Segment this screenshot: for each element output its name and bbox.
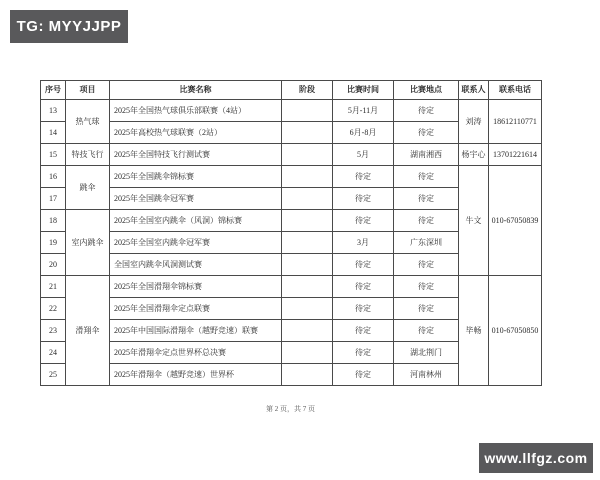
cell-project: 热气球: [66, 100, 110, 144]
cell-stage: [282, 254, 333, 276]
cell-contact: 牛文: [459, 166, 489, 276]
cell-no: 17: [41, 188, 66, 210]
cell-time: 待定: [333, 364, 394, 386]
cell-location: 待定: [394, 276, 459, 298]
column-header-time: 比赛时间: [333, 81, 394, 100]
cell-time: 待定: [333, 276, 394, 298]
cell-no: 18: [41, 210, 66, 232]
cell-no: 16: [41, 166, 66, 188]
cell-stage: [282, 232, 333, 254]
cell-stage: [282, 298, 333, 320]
cell-time: 6月-8月: [333, 122, 394, 144]
cell-location: 待定: [394, 166, 459, 188]
column-header-name: 比赛名称: [110, 81, 282, 100]
cell-location: 湖南湘西: [394, 144, 459, 166]
column-header-project: 项目: [66, 81, 110, 100]
cell-stage: [282, 100, 333, 122]
cell-project: 跳伞: [66, 166, 110, 210]
cell-location: 广东深圳: [394, 232, 459, 254]
telegram-watermark-badge: TG: MYYJJPP: [10, 10, 128, 43]
cell-no: 22: [41, 298, 66, 320]
cell-location: 待定: [394, 188, 459, 210]
cell-phone: 010-67050850: [489, 276, 542, 386]
cell-location: 待定: [394, 100, 459, 122]
cell-time: 待定: [333, 166, 394, 188]
cell-no: 15: [41, 144, 66, 166]
cell-time: 3月: [333, 232, 394, 254]
cell-no: 13: [41, 100, 66, 122]
cell-name: 2025年全国室内跳伞冠军赛: [110, 232, 282, 254]
cell-name: 2025年高校热气球联赛（2站）: [110, 122, 282, 144]
cell-name: 2025年滑翔伞（越野竞速）世界杯: [110, 364, 282, 386]
competition-schedule-table: [40, 80, 542, 386]
cell-no: 20: [41, 254, 66, 276]
cell-contact: 刘涛: [459, 100, 489, 144]
cell-location: 待定: [394, 254, 459, 276]
cell-location: 河南林州: [394, 364, 459, 386]
cell-name: 2025年全国滑翔伞定点联赛: [110, 298, 282, 320]
cell-time: 待定: [333, 298, 394, 320]
cell-time: 5月: [333, 144, 394, 166]
cell-stage: [282, 276, 333, 298]
cell-time: 待定: [333, 254, 394, 276]
cell-name: 2025年滑翔伞定点世界杯总决赛: [110, 342, 282, 364]
cell-location: 湖北荆门: [394, 342, 459, 364]
column-header-stage: 阶段: [282, 81, 333, 100]
cell-no: 14: [41, 122, 66, 144]
cell-location: 待定: [394, 298, 459, 320]
cell-stage: [282, 166, 333, 188]
table-row: [41, 166, 542, 188]
cell-stage: [282, 188, 333, 210]
table-row: [41, 100, 542, 122]
cell-name: 2025年全国滑翔伞锦标赛: [110, 276, 282, 298]
column-header-contact: 联系人: [459, 81, 489, 100]
cell-project: 特技飞行: [66, 144, 110, 166]
cell-no: 21: [41, 276, 66, 298]
cell-location: 待定: [394, 210, 459, 232]
cell-stage: [282, 122, 333, 144]
cell-stage: [282, 342, 333, 364]
cell-contact: 毕畅: [459, 276, 489, 386]
cell-no: 19: [41, 232, 66, 254]
cell-time: 5月-11月: [333, 100, 394, 122]
cell-name: 全国室内跳伞风洞测试赛: [110, 254, 282, 276]
cell-stage: [282, 320, 333, 342]
cell-name: 2025年中国国际滑翔伞（越野竞速）联赛: [110, 320, 282, 342]
table-header-row: [41, 81, 542, 100]
column-header-location: 比赛地点: [394, 81, 459, 100]
page-number-text: 第 2 页，共 7 页: [266, 405, 315, 413]
website-watermark-badge: www.llfgz.com: [479, 443, 593, 473]
cell-time: 待定: [333, 320, 394, 342]
cell-name: 2025年全国热气球俱乐部联赛（4站）: [110, 100, 282, 122]
cell-time: 待定: [333, 342, 394, 364]
cell-name: 2025年全国特技飞行测试赛: [110, 144, 282, 166]
column-header-no: 序号: [41, 81, 66, 100]
cell-time: 待定: [333, 210, 394, 232]
cell-contact: 杨宇心: [459, 144, 489, 166]
cell-stage: [282, 210, 333, 232]
cell-no: 25: [41, 364, 66, 386]
cell-project: 滑翔伞: [66, 276, 110, 386]
cell-phone: 18612110771: [489, 100, 542, 144]
cell-stage: [282, 144, 333, 166]
cell-name: 2025年全国室内跳伞（风洞）锦标赛: [110, 210, 282, 232]
column-header-phone: 联系电话: [489, 81, 542, 100]
cell-time: 待定: [333, 188, 394, 210]
cell-location: 待定: [394, 320, 459, 342]
table-row: [41, 144, 542, 166]
cell-no: 24: [41, 342, 66, 364]
cell-phone: 13701221614: [489, 144, 542, 166]
cell-project: 室内跳伞: [66, 210, 110, 276]
cell-no: 23: [41, 320, 66, 342]
cell-stage: [282, 364, 333, 386]
cell-location: 待定: [394, 122, 459, 144]
cell-name: 2025年全国跳伞冠军赛: [110, 188, 282, 210]
table-row: [41, 276, 542, 298]
cell-name: 2025年全国跳伞锦标赛: [110, 166, 282, 188]
cell-phone: 010-67050839: [489, 166, 542, 276]
